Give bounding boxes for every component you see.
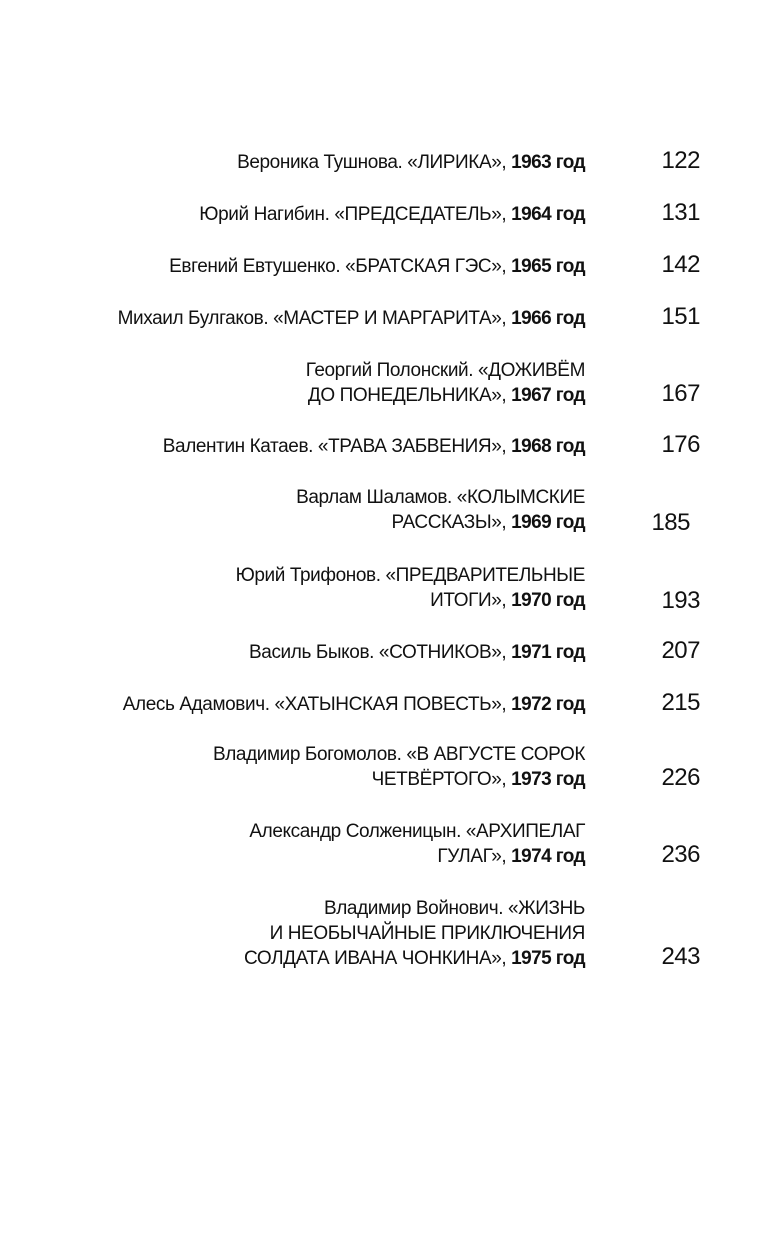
toc-entry-year: 1965 год: [511, 256, 585, 277]
toc-entry-line: Михаил Булгаков. «МАСТЕР И МАРГАРИТА», 1966 год: [117, 308, 585, 329]
toc-entry-title: [118, 306, 585, 331]
toc-entry-year: 1963 год: [511, 152, 585, 173]
toc-entry-year: 1970 год: [511, 590, 585, 611]
toc-entry-line: ЧЕТВЁРТОГО», 1973 год: [371, 769, 585, 790]
toc-entry-line: Алесь Адамович. «ХАТЫНСКАЯ ПОВЕСТЬ», 1972 год: [122, 694, 585, 715]
toc-entry-line: Валентин Катаев. «ТРАВА ЗАБВЕНИЯ», 1968 год: [162, 436, 585, 457]
toc-entry-year: 1967 год: [511, 385, 585, 406]
toc-entry-title: [306, 358, 585, 408]
toc-entry-title: [249, 819, 585, 869]
toc-entry-line: ИТОГИ», 1970 год: [430, 590, 585, 611]
toc-entry-page: 207: [661, 637, 700, 664]
toc-entry-year: 1972 год: [511, 694, 585, 715]
toc-entry-page: 142: [661, 251, 700, 278]
toc-entry-page: 185: [651, 509, 690, 536]
toc-entry-year: 1964 год: [511, 204, 585, 225]
toc-entry-line: Александр Солженицын. «АРХИПЕЛАГ: [249, 821, 585, 842]
toc-entry-title: [169, 254, 585, 279]
toc-entry-year: 1968 год: [511, 436, 585, 457]
toc-entry-year: 1969 год: [511, 512, 585, 533]
toc-entry-page: 243: [661, 943, 700, 970]
toc-entry-line: Юрий Нагибин. «ПРЕДСЕДАТЕЛЬ», 1964 год: [199, 204, 585, 225]
toc-entry-line: Георгий Полонский. «ДОЖИВЁМ: [305, 360, 585, 381]
toc-entry-page: 131: [661, 199, 700, 226]
toc-entry-year: 1974 год: [511, 846, 585, 867]
toc-entry-line: Владимир Войнович. «ЖИЗНЬ: [323, 898, 585, 919]
toc-entry-year: 1971 год: [511, 642, 585, 663]
toc-entry-page: 215: [661, 689, 700, 716]
toc-entry-page: 226: [661, 764, 700, 791]
toc-entry-line: Владимир Богомолов. «В АВГУСТЕ СОРОК: [212, 744, 585, 765]
toc-entry-title: [236, 563, 585, 613]
toc-entry-line: Василь Быков. «СОТНИКОВ», 1971 год: [249, 642, 585, 663]
toc-entry-year: 1975 год: [511, 948, 585, 969]
toc-entry-page: 151: [661, 303, 700, 330]
toc-entry-page: 122: [661, 147, 700, 174]
toc-entry-line: Юрий Трифонов. «ПРЕДВАРИТЕЛЬНЫЕ: [235, 565, 585, 586]
toc-entry-line: СОЛДАТА ИВАНА ЧОНКИНА», 1975 год: [244, 948, 585, 969]
toc-entry-title: [123, 692, 585, 717]
toc-entry-page: 167: [661, 380, 700, 407]
toc-entry-title: [237, 150, 585, 175]
toc-entry-line: ДО ПОНЕДЕЛЬНИКА», 1967 год: [307, 385, 585, 406]
toc-entry-title: [244, 896, 585, 971]
toc-entry-page: 193: [661, 587, 700, 614]
toc-entry-line: И НЕОБЫЧАЙНЫЕ ПРИКЛЮЧЕНИЯ: [269, 923, 585, 944]
toc-entry-year: 1966 год: [511, 308, 585, 329]
toc-entry-title: [213, 742, 585, 792]
toc-entry-line: Вероника Тушнова. «ЛИРИКА», 1963 год: [237, 152, 585, 173]
toc-entry-year: 1973 год: [511, 769, 585, 790]
toc-entry-page: 176: [661, 431, 700, 458]
toc-entry-page: 236: [661, 841, 700, 868]
toc-entry-line: ГУЛАГ», 1974 год: [437, 846, 585, 867]
toc-entry-title: [199, 202, 585, 227]
toc-entry-title: [249, 640, 585, 665]
toc-entry-title: [296, 485, 585, 535]
toc-entry-line: Евгений Евтушенко. «БРАТСКАЯ ГЭС», 1965 год: [169, 256, 585, 277]
toc-entry-title: [163, 434, 585, 459]
toc-entry-line: РАССКАЗЫ», 1969 год: [391, 512, 585, 533]
toc-entry-line: Варлам Шаламов. «КОЛЫМСКИЕ: [296, 487, 585, 508]
